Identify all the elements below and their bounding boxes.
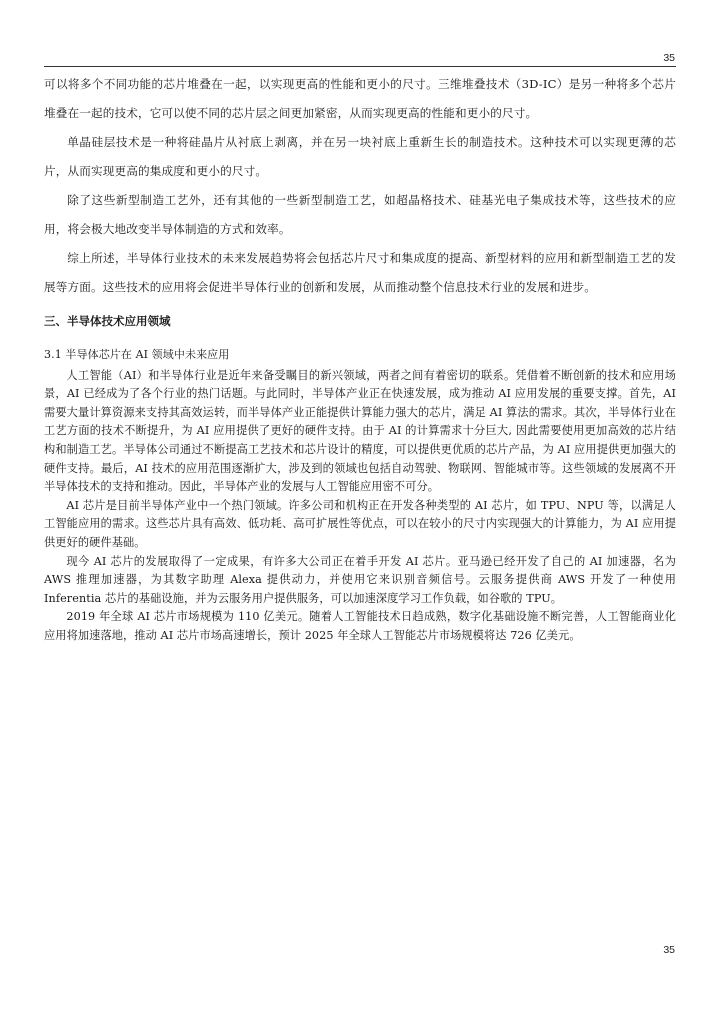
paragraph: 单晶硅层技术是一种将硅晶片从衬底上剥离，并在另一块衬底上重新生长的制造技术。这种技术可以实现更薄的芯片，从而实现更高的集成度和更小的尺寸。: [44, 135, 676, 178]
continued-text-block: [44, 70, 676, 302]
paragraph: 除了这些新型制造工艺外，还有其他的一些新型制造工艺，如超晶格技术、硅基光电子集成技术等，这些技术的应用，将会极大地改变半导体制造的方式和效率。: [44, 193, 676, 236]
paragraph: 2019 年全球 AI 芯片市场规模为 110 亿美元。随着人工智能技术日趋成熟，数字化基础设施不断完善，人工智能商业化应用将加速落地，推动 AI 芯片市场高速增长，预计 2025 年全球人工智能芯片市场规模将达 726 亿美元。: [44, 610, 676, 642]
footer-page-number: 35: [663, 944, 675, 956]
paragraph: 可以将多个不同功能的芯片堆叠在一起，以实现更高的性能和更小的尺寸。三维堆叠技术（3D-IC）是另一种将多个芯片堆叠在一起的技术，它可以使不同的芯片层之间更加紧密，从而实现更高的性能和更小的尺寸。: [44, 77, 676, 120]
paragraph: AI 芯片是目前半导体产业中一个热门领域。许多公司和机构正在开发各种类型的 AI 芯片，如 TPU、NPU 等，以满足人工智能应用的需求。这些芯片具有高效、低功耗、高可扩展性等优点，可以在较小的尺寸内实现强大的计算能力，为 AI 应用提供更好的硬件基础。: [44, 498, 676, 549]
section-heading: 三、半导体技术应用领域: [44, 314, 171, 328]
paragraph: 综上所述，半导体行业技术的未来发展趋势将会包括芯片尺寸和集成度的提高、新型材料的应用和新型制造工艺的发展等方面。这些技术的应用将会促进半导体行业的创新和发展，从而推动整个信息技术行业的发展和进步。: [44, 251, 676, 294]
paragraph: 现今 AI 芯片的发展取得了一定成果，有许多大公司正在着手开发 AI 芯片。亚马逊已经开发了自己的 AI 加速器，名为 AWS 推理加速器，为其数字助理 Alexa 提供动力，并使用它来识别音频信号。云服务提供商 AWS 开发了一种使用 Inferentia 芯片的基础设施，并为云服务用户提供服务，可以加速深度学习工作负载，如谷歌的 TPU。: [44, 554, 676, 605]
header-page-number: 35: [663, 52, 675, 64]
header-divider: [44, 66, 676, 67]
subsection-block: [44, 346, 676, 646]
paragraph: 人工智能（AI）和半导体行业是近年来备受瞩目的新兴领域，两者之间有着密切的联系。凭借着不断创新的技术和应用场景，AI 已经成为了各个行业的热门话题。与此同时，半导体产业正在快速发展，成为推动 AI 应用发展的重要支撑。首先，AI 需要大量计算资源来支持其高效运转，而半导体产业正能提供计算能力强大的芯片，满足 AI 算法的需求。其次，半导体行业在工艺方面的技术不断提升，为 AI 应用提供了更好的硬件支持。由于 AI 的计算需求十分巨大, 因此需要使用更加高效的芯片结构和制造工艺。半导体公司通过不断提高工艺技术和芯片设计的精度，可以提供更优质的芯片产品，为 AI 应用提供更加强大的硬件支持。最后，AI 技术的应用范围逐渐扩大，涉及到的领域也包括自动驾驶、物联网、智能城市等。这些领域的发展离不开半导体技术的支持和推动。因此，半导体产业的发展与人工智能应用密不可分。: [44, 368, 676, 494]
subsection-heading: 3.1 半导体芯片在 AI 领域中未来应用: [44, 348, 230, 361]
